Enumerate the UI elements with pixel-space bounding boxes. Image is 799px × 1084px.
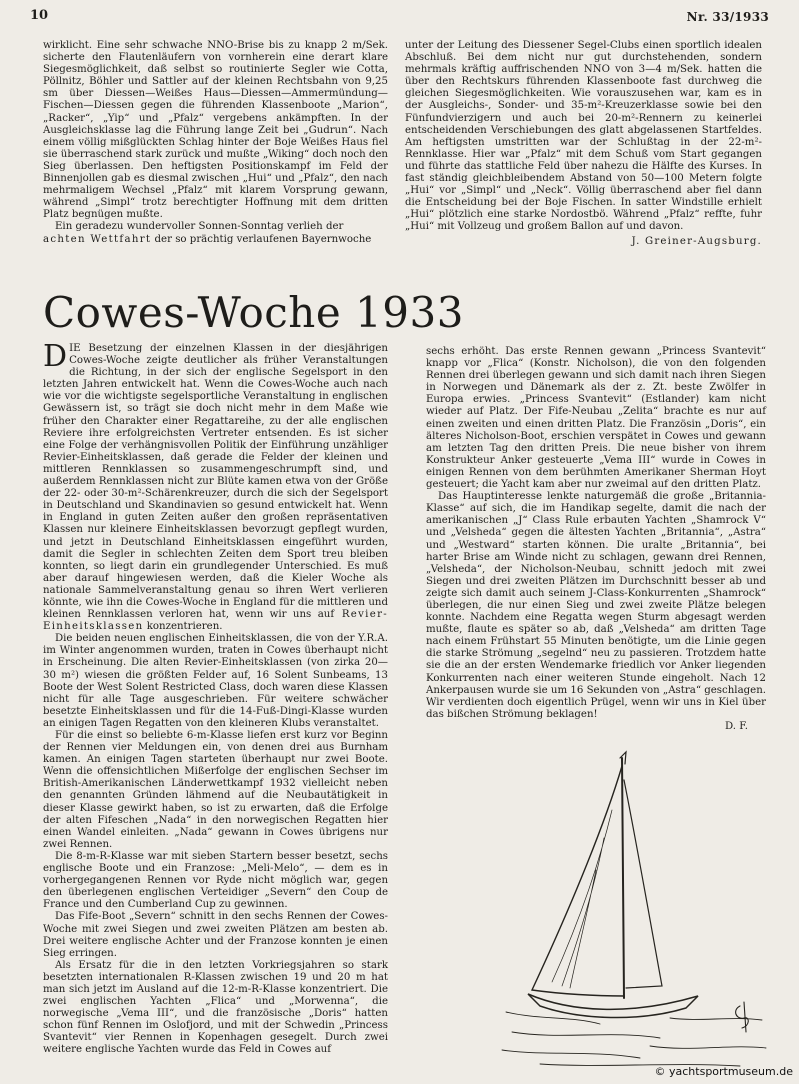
- mast: [622, 758, 624, 998]
- sail-shading: [552, 810, 612, 988]
- paragraph: Das Hauptinteresse lenkte naturgemäß die große „Britannia-Klasse“ auf sich, die im Handikap segelte, damit die nach der amerikanischen „J“ Class Rule erbauten Yachten „Shamrock V“ und „Velsheda“ gegen die ältesten Yachten „Britannia“, „Astra“ und „Westward“ starten können. Die uralte „Britannia“, bei harter Brise am Winde nicht zu schlagen, gewann drei Rennen, „Velsheda“, der Nicholson-Neubau, schnitt jedoch mit zwei Siegen und drei zweiten Plätzen im Durchschnitt besser ab und zeigte sich damit auch seinem J-Class-Konkurrenten „Shamrock“ überlegen, die nur einen Sieg und zwei zweite Plätze belegen konnte. Nachdem eine Regatta wegen Sturm abgesagt werden mußte, flaute es später so ab, daß „Velsheda“ am dritten Tage nach einem Frühstart 55 Minuten benötigte, um die Linie gegen die starke Strömung „segelnd“ neu zu passieren. Trotzdem hatte sie die an der ersten Wendemarke friedlich vor Anker liegenden Konkurrenten nach einer weiteren Stunde eingeholt. Nach 12 Ankerpausen wurde sie um 16 Sekunden von „Astra“ geschlagen. Wir verdienten doch eigentlich Prügel, wenn wir uns in Kiel über das bißchen Strömung beklagen!: [426, 491, 766, 720]
- paragraph: sechs erhöht. Das erste Rennen gewann „Princess Svantevit“ knapp vor „Flica“ (Konstr. Nicholson), die von den folgenden Rennen drei überlegen gewann und sich damit nach ihren Siegen in Norwegen und Dänemark als der z. Zt. beste Zwölfer in Europa erwies. „Princess Svantevit“ (Estlander) kam nicht wieder auf Platz. Der Fife-Neubau „Zelita“ brachte es nur auf einen zweiten und einen dritten Platz. Die Französin „Doris“, ein älteres Nicholson-Boot, erschien verspätet in Cowes und gewann am letzten Tag den dritten Preis. Die neue bisher von ihrem Konstrukteur Anker gesteuerte „Vema III“ wurde in Cowes in einigen Rennen von dem berühmten Amerikaner Sherman Hoyt gesteuert; die Yacht kam aber nur zweimal auf den dritten Platz.: [426, 346, 766, 491]
- previous-article-right-column: [405, 40, 762, 248]
- paragraph: Die beiden neuen englischen Einheitsklassen, die von der Y.R.A. im Winter angenommen wurden, traten in Cowes überhaupt nicht in Erscheinung. Die alten Revier-Einheitsklassen (von zirka 20—30 m²) wiesen die größten Felder auf, 16 Solent Sunbeams, 13 Boote der West Solent Restricted Class, doch waren diese Klassen nicht für alle Tage ausgeschrieben. Für weitere schwächer besetzte Einheitsklassen und für die 14-Fuß-Dingi-Klasse wurden an einigen Tagen Regatten von den kleineren Klubs veranstaltet.: [43, 633, 388, 729]
- paragraph: Ein geradezu wundervoller Sonnen-Sonntag verlieh der achten Wettfahrt der so prächtig verlaufenen Bayernwoche: [43, 221, 372, 245]
- paragraph: Die 8-m-R-Klasse war mit sieben Startern besser besetzt, sechs englische Boote und ein Franzose: „Meli-Melo“, — dem es in vorhergegangenen Rennen vor Ryde nicht möglich war, gegen den überlegenen englischen Verteidiger „Severn“ den Coup de France und den Cumberland Cup zu gewinnen.: [43, 850, 388, 911]
- paragraph: Als Ersatz für die in den letzten Vorkriegsjahren so stark besetzten internationalen R-Klassen zwischen 19 und 20 m hat man sich jetzt im Ausland auf die 12-m-R-Klasse konzentriert. Die zwei englischen Yachten „Flica“ und „Morwenna“, die norwegische „Vema III“, und die französische „Doris“ hatten schon fünf Rennen im Oslofjord, und mit der Schwedin „Princess Svantevit“ vier Rennen in Kopenhagen gesegelt. Durch zwei weitere englische Yachten wurde das Feld in Cowes auf: [43, 959, 388, 1056]
- drop-cap: D: [43, 339, 68, 374]
- article-signature: D. F.: [725, 720, 748, 732]
- hull: [528, 994, 698, 1018]
- paragraph: Das Fife-Boot „Severn“ schnitt in den sechs Rennen der Cowes-Woche mit zwei Siegen und zwei zweiten Plätzen am besten ab. Drei weitere englische Achter und der Franzose konnten je einen Sieg erringen.: [43, 911, 388, 959]
- mainsail: [532, 766, 624, 996]
- page-number: 10: [30, 8, 49, 23]
- sailboat-sketch: [500, 750, 770, 1068]
- paragraph: unter der Leitung des Diessener Segel-Clubs einen sportlich idealen Abschluß. Bei dem nicht nur gut durchstehenden, sondern mehrmals kräftig auffrischenden NNO von 3—4 m/Sek. hatten die über den Rechtskurs führenden Klassenboote fast durchweg die gleichen Siegesmöglichkeiten. Wie vorauszusehen war, kam es in der Ausgleichs-, Sonder- und 35-m²-Kreuzerklasse sowie bei den Fünfundvierzigern und auch bei 20-m²-Rennern zu keinerlei entscheidenden Verschiebungen des glatt abgelassenen Startfeldes. Am heftigsten umstritten war der Schlußtag in der 22-m²-Rennklasse. Hier war „Pfalz“ mit dem Schuß vom Start gegangen und führte das stattliche Feld über nahezu die Hälfte des Kurses. In fast ständig gleichbleibendem Abstand von 50—100 Metern folgte „Hui“ vor „Simpl“ und „Neck“. Völlig überraschend aber fiel dann die Entscheidung bei der Boje Fischen. In satter Windstille erhielt „Hui“ plötzlich eine starke Nordostbö. Während „Pfalz“ reffte, fuhr „Hui“ mit Vollzeug und großem Ballon auf und davon.: [405, 40, 762, 233]
- monogram: [736, 1002, 749, 1032]
- paragraph: wirklicht. Eine sehr schwache NNO-Brise bis zu knapp 2 m/Sek. sicherte den Flautenläufern von vornherein eine derart klare Siegesmöglichkeit, daß selbst so routinierte Segler wie Cotta, Pöllnitz, Böhler und Sattler auf der kleinen Rechtsbahn von 9,25 sm über Diessen—Weißes Haus—Diessen—Ammermündung—Fischen—Diessen gegen die führenden Klassenboote „Marion“, „Racker“, „Yip“ und „Pfalz“ vergebens ankämpften. In der Ausgleichsklasse lag die Führung lange Zeit bei „Gudrun“. Nach einem völlig mißglückten Schlag hinter der Boje Weißes Haus fiel sie überraschend stark zurück und mußte „Wiking“ doch noch den Sieg überlassen. Den heftigsten Positionskampf im Feld der Binnenjollen gab es diesmal zwischen „Hui“ und „Pfalz“, den nach mehrmaligem Wechsel „Pfalz“ mit klarem Vorsprung gewann, während „Simpl“ trotz berechtigter Hoffnung mit dem dritten Platz begnügen mußte.: [43, 40, 388, 221]
- article-right-column: [426, 346, 766, 733]
- article-headline: Cowes-Woche 1933: [43, 288, 464, 337]
- paragraph: Für die einst so beliebte 6-m-Klasse liefen erst kurz vor Beginn der Rennen vier Meldungen ein, von denen drei aus Burnham kamen. An einigen Tagen starteten überhaupt nur zwei Boote. Wenn die offensichtlichen Mißerfolge der englischen Sechser im British-Amerikanischen Länderwettkampf 1932 vielleicht neben den genannten Gründen lähmend auf die Neubautätigkeit in dieser Klasse gewirkt haben, so ist zu erwarten, daß die Erfolge der alten Fifeschen „Nada“ in den norwegischen Regatten hier einen Wandel einleiten. „Nada“ gewann in Cowes übrigens nur zwei Rennen.: [43, 730, 388, 850]
- jib: [624, 780, 662, 988]
- watermark-credit: © yachtsportmuseum.de: [654, 1065, 793, 1078]
- water-lines: [502, 1012, 766, 1066]
- issue-number: Nr. 33/1933: [686, 10, 769, 24]
- article-left-column: [43, 339, 388, 1057]
- author-signature: J. Greiner-Augsburg.: [631, 235, 762, 247]
- previous-article-left-column: [43, 40, 388, 246]
- article-lead-paragraph: DIE Besetzung der einzelnen Klassen in der diesjährigen Cowes-Woche zeigte deutlicher als früher Veranstaltungen die Richtung, in der sich der englische Segelsport in den letzten Jahren entwickelt hat. Wenn die Cowes-Woche auch nach wie vor die wichtigste segelsportliche Veranstaltung in englischen Gewässern ist, so trägt sie doch nicht mehr in dem Maße wie früher den Charakter einer Regattareihe, zu der alle englischen Reviere ihre erfolgreichsten Vertreter entsenden. Es ist sicher eine Folge der verhängnisvollen Politik der Einführung unzähliger Revier-Einheitsklassen, daß gerade die Felder der kleinen und mittleren Rennklassen so zusammengeschrumpft sind, und außerdem Rennklassen nicht zur Blüte kamen etwa von der Größe der 22- oder 30-m²-Schärenkreuzer, durch die sich der Segelsport in Deutschland und Skandinavien so gesund entwickelt hat. Wenn in England in guten Zeiten außer den großen repräsentativen Klassen nur kleinere Einheitsklassen bevorzugt gepflegt wurden, und jetzt in Deutschland Einheitsklassen eingeführt wurden, damit die Segler in schlechten Zeiten dem Sport treu bleiben konnten, so liegt darin ein grundlegender Unterschied. Es muß aber darauf hingewiesen werden, daß die Kieler Woche als nationale Sammelveranstaltung genau so ihren Wert verlieren könnte, wie ihn die Cowes-Woche in England für die mittleren und kleinen Rennklassen verloren hat, wenn wir uns auf Revier-Einheitsklassen konzentrieren.: [43, 339, 388, 633]
